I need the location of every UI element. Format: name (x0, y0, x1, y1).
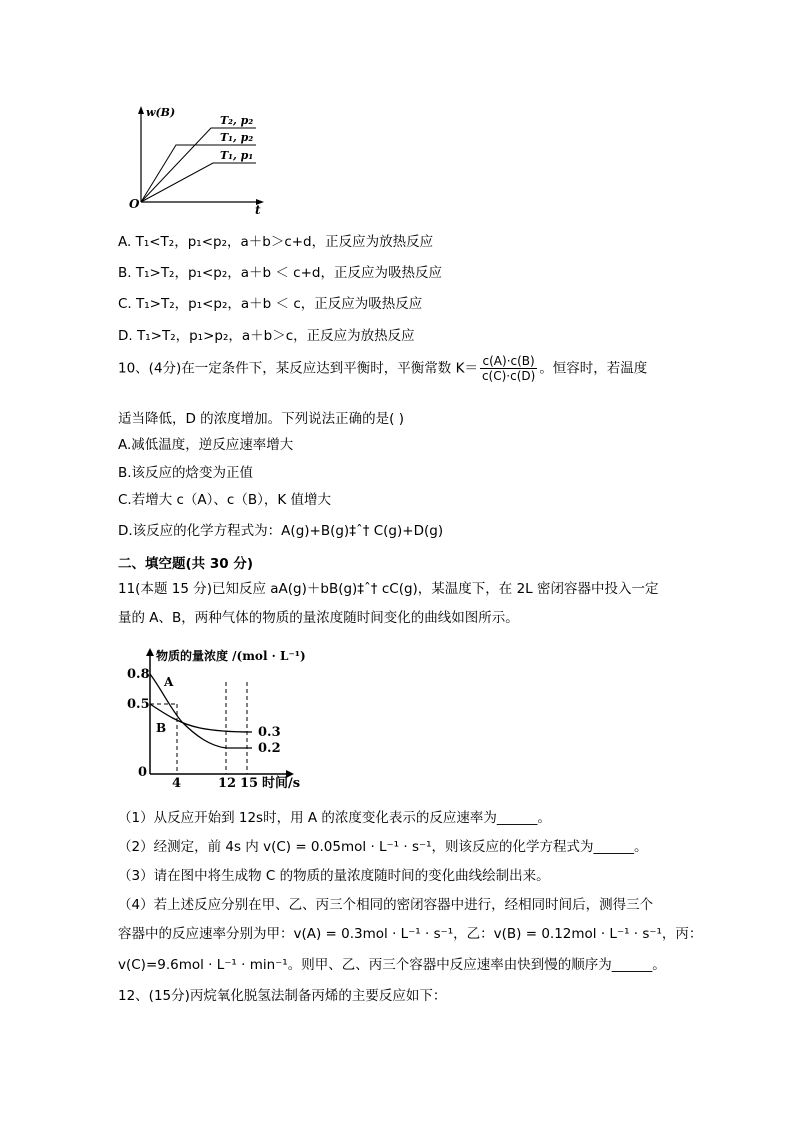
fig2-xlabel: 时间/s (262, 776, 301, 791)
q11-stem-line1: 11(本题 15 分)已知反应 aA(g)＋bB(g)‡ˆ† cC(g)，某温度下，在 2L 密闭容器中投入一定 (118, 581, 659, 597)
fraction-denominator: c(C)·c(D) (481, 369, 536, 383)
q9-option-a: A. T₁<T₂，p₁<p₂，a＋b＞c+d，正反应为放热反应 (118, 234, 434, 250)
ytick-0-8: 0.8 (127, 667, 150, 682)
q11-sub-4-line2: 容器中的反应速率分别为甲：v(A) = 0.3mol · L⁻¹ · s⁻¹，乙：v(B) = 0.12mol · L⁻¹ · s⁻¹，丙： (118, 926, 703, 942)
q11-sub-4-line1: （4）若上述反应分别在甲、乙、丙三个相同的密闭容器中进行，经相同时间后，测得三个 (118, 897, 654, 913)
q11-sub-1: （1）从反应开始到 12s时，用 A 的浓度变化表示的反应速率为______。 (118, 810, 551, 826)
fraction-numerator: c(A)·c(B) (480, 354, 537, 369)
ytick-0-5: 0.5 (127, 697, 150, 712)
q11-sub-2: （2）经测定，前 4s 内 v(C) = 0.05mol · L⁻¹ · s⁻¹，则该反应的化学方程式为______。 (118, 839, 648, 855)
end-value-0-3: 0.3 (258, 725, 281, 740)
q9-option-b: B. T₁>T₂，p₁<p₂，a＋b ＜ c+d，正反应为吸热反应 (118, 265, 442, 281)
section-title: 二、填空题(共 30 分) (118, 556, 254, 572)
xtick-15: 15 (240, 776, 259, 791)
figure-concentration-vs-time (120, 642, 320, 792)
q11-stem-line2: 量的 A、B，两种气体的物质的量浓度随时间变化的曲线如图所示。 (118, 610, 519, 626)
fig1-xlabel: t (255, 203, 261, 217)
xtick-12: 12 (218, 776, 237, 791)
y-axis-arrow (138, 106, 144, 114)
curve-t1-p1 (141, 163, 256, 202)
fig1-curve3-label: T₁, p₁ (220, 149, 254, 162)
q12-stem: 12、(15分)丙烷氧化脱氢法制备丙烯的主要反应如下： (118, 988, 447, 1004)
fig1-curve1-label: T₂, p₂ (220, 114, 254, 127)
curve-a-label: A (164, 675, 174, 689)
q10-option-a: A.减低温度，逆反应速率增大 (118, 437, 294, 453)
figure-wb-vs-t (128, 100, 268, 220)
fig1-curve2-label: T₁, p₂ (220, 131, 254, 144)
q10-option-d: D.该反应的化学方程式为：A(g)+B(g)‡ˆ† C(g)+D(g) (118, 523, 444, 539)
q10-option-c: C.若增大 c（A）、c（B），K 值增大 (118, 492, 331, 508)
origin-label: 0 (138, 765, 148, 780)
q10-prefix: 10、(4分)在一定条件下，某反应达到平衡时，平衡常数 K＝ (118, 360, 478, 377)
q9-option-c: C. T₁>T₂，p₁<p₂，a＋b ＜ c，正反应为吸热反应 (118, 296, 423, 312)
equilibrium-constant-fraction (480, 354, 537, 383)
q10-suffix: 。恒容时，若温度 (539, 360, 648, 377)
xtick-4: 4 (172, 776, 182, 791)
curve-b-label: B (156, 721, 167, 735)
q10-stem (118, 354, 647, 383)
q10-option-b: B.该反应的焓变为正值 (118, 465, 254, 481)
end-value-0-2: 0.2 (258, 741, 281, 756)
q10-stem-line2: 适当降低，D 的浓度增加。下列说法正确的是( ) (118, 411, 405, 427)
q11-sub-3: （3）请在图中将生成物 C 的物质的量浓度随时间的变化曲线绘制出来。 (118, 868, 550, 884)
fig1-origin: O (129, 197, 140, 211)
fig1-ylabel: w(B) (146, 106, 176, 119)
y-axis-arrow (146, 648, 154, 656)
q11-sub-4-line3: v(C)=9.6mol · L⁻¹ · min⁻¹。则甲、乙、丙三个容器中反应速率由快到慢的顺序为______。 (118, 957, 666, 973)
q9-option-d: D. T₁>T₂，p₁>p₂，a＋b＞c，正反应为放热反应 (118, 328, 415, 344)
fig2-ylabel: 物质的量浓度 /(mol · L⁻¹) (156, 649, 306, 663)
